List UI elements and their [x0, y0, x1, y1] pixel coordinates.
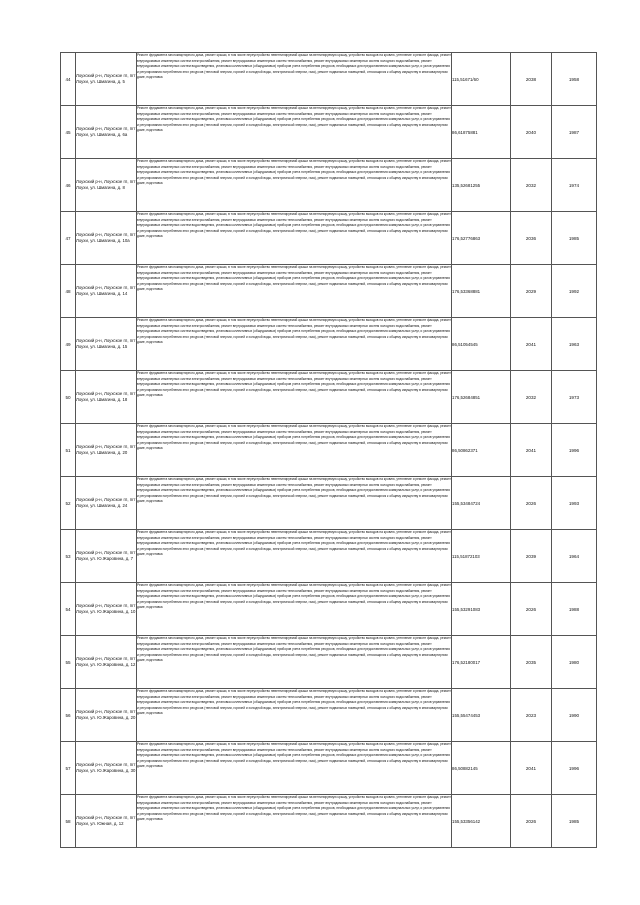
table-row	[61, 583, 597, 636]
row-number-cell: 45	[61, 106, 76, 159]
address-cell: Лоухский р-н, Лоухское гп, пгт Лоухи, ул. Ю.Жаровина, д. 10	[76, 583, 137, 636]
build-year-cell: 1990	[552, 689, 597, 742]
address-cell: Лоухский р-н, Лоухское гп, пгт Лоухи, ул. Шмагина, д. 20	[76, 424, 137, 477]
build-year-cell: 1958	[552, 53, 597, 106]
work-description-text: Ремонт фундамента многоквартирного дома, ремонт крыши, в том числе переустройство невентилируемой крыши на вентилируемую крышу, устройство выходов на кровлю, утепление и ремонт фасада, ремонт внутридомовых инженерных систем электроснабжения, ремонт внутридомовых инженерных систем теплоснабжения, ремонт внутридомовых инженерных систем холодного водоснабжения, ремонт внутридомовых инженерных систем водоотведения, установка коллективных (общедомовых) приборов учета потребления ресурсов, необходимых для предоставления коммунальных услуг, и узлов управления и регулирования потребления этих ресурсов (тепловой энергии, горячей и холодной воды, электрической энергии, газа), ремонт подвальных помещений, относящихся к общему имуществу в многоквартирном доме, подготовка	[137, 159, 451, 186]
work-description-cell	[137, 371, 452, 424]
address-cell: Лоухский р-н, Лоухское гп, пгт Лоухи, ул. Ю.Жаровина, д. 12	[76, 636, 137, 689]
work-description-text: Ремонт фундамента многоквартирного дома, ремонт крыши, в том числе переустройство невентилируемой крыши на вентилируемую крышу, устройство выходов на кровлю, утепление и ремонт фасада, ремонт внутридомовых инженерных систем электроснабжения, ремонт внутридомовых инженерных систем теплоснабжения, ремонт внутридомовых инженерных систем холодного водоснабжения, ремонт внутридомовых инженерных систем водоотведения, установка коллективных (общедомовых) приборов учета потребления ресурсов, необходимых для предоставления коммунальных услуг, и узлов управления и регулирования потребления этих ресурсов (тепловой энергии, горячей и холодной воды, электрической энергии, газа), ремонт подвальных помещений, относящихся к общему имуществу в многоквартирном доме, подготовка	[137, 424, 451, 451]
work-description-cell	[137, 265, 452, 318]
address-cell: Лоухский р-н, Лоухское гп, пгт Лоухи, ул. Южная, д. 12	[76, 795, 137, 848]
work-description-cell	[137, 212, 452, 265]
table-row	[61, 477, 597, 530]
row-number-cell: 57	[61, 742, 76, 795]
cost-cell: 86,61875881	[452, 106, 511, 159]
build-year-cell: 1988	[552, 583, 597, 636]
table-row	[61, 212, 597, 265]
row-number-cell: 53	[61, 530, 76, 583]
work-description-text: Ремонт фундамента многоквартирного дома, ремонт крыши, в том числе переустройство невентилируемой крыши на вентилируемую крышу, устройство выходов на кровлю, утепление и ремонт фасада, ремонт внутридомовых инженерных систем электроснабжения, ремонт внутридомовых инженерных систем теплоснабжения, ремонт внутридомовых инженерных систем холодного водоснабжения, ремонт внутридомовых инженерных систем водоотведения, установка коллективных (общедомовых) приборов учета потребления ресурсов, необходимых для предоставления коммунальных услуг, и узлов управления и регулирования потребления этих ресурсов (тепловой энергии, горячей и холодной воды, электрической энергии, газа), ремонт подвальных помещений, относящихся к общему имуществу в многоквартирном доме, подготовка	[137, 795, 451, 822]
cost-cell: 155,55474453	[452, 689, 511, 742]
work-description-cell	[137, 477, 452, 530]
work-description-text: Ремонт фундамента многоквартирного дома, ремонт крыши, в том числе переустройство невентилируемой крыши на вентилируемую крышу, устройство выходов на кровлю, утепление и ремонт фасада, ремонт внутридомовых инженерных систем электроснабжения, ремонт внутридомовых инженерных систем теплоснабжения, ремонт внутридомовых инженерных систем холодного водоснабжения, ремонт внутридомовых инженерных систем водоотведения, установка коллективных (общедомовых) приборов учета потребления ресурсов, необходимых для предоставления коммунальных услуг, и узлов управления и регулирования потребления этих ресурсов (тепловой энергии, горячей и холодной воды, электрической энергии, газа), ремонт подвальных помещений, относящихся к общему имуществу в многоквартирном доме, подготовка	[137, 583, 451, 610]
repair-year-cell: 2023	[511, 689, 552, 742]
build-year-cell: 1980	[552, 636, 597, 689]
cost-cell: 155,53356142	[452, 795, 511, 848]
repair-year-cell: 2029	[511, 265, 552, 318]
capital-repair-table	[60, 52, 597, 848]
table-row	[61, 318, 597, 371]
work-description-cell	[137, 106, 452, 159]
cost-cell: 135,52681255	[452, 159, 511, 212]
build-year-cell: 1973	[552, 371, 597, 424]
cost-cell: 115,51671/60	[452, 53, 511, 106]
build-year-cell: 1996	[552, 742, 597, 795]
table-row	[61, 530, 597, 583]
table-row	[61, 371, 597, 424]
cost-cell: 86,50862371	[452, 424, 511, 477]
work-description-text: Ремонт фундамента многоквартирного дома, ремонт крыши, в том числе переустройство невентилируемой крыши на вентилируемую крышу, устройство выходов на кровлю, утепление и ремонт фасада, ремонт внутридомовых инженерных систем электроснабжения, ремонт внутридомовых инженерных систем теплоснабжения, ремонт внутридомовых инженерных систем холодного водоснабжения, ремонт внутридомовых инженерных систем водоотведения, установка коллективных (общедомовых) приборов учета потребления ресурсов, необходимых для предоставления коммунальных услуг, и узлов управления и регулирования потребления этих ресурсов (тепловой энергии, горячей и холодной воды, электрической энергии, газа), ремонт подвальных помещений, относящихся к общему имуществу в многоквартирном доме, подготовка	[137, 106, 451, 133]
work-description-text: Ремонт фундамента многоквартирного дома, ремонт крыши, в том числе переустройство невентилируемой крыши на вентилируемую крышу, устройство выходов на кровлю, утепление и ремонт фасада, ремонт внутридомовых инженерных систем электроснабжения, ремонт внутридомовых инженерных систем теплоснабжения, ремонт внутридомовых инженерных систем холодного водоснабжения, ремонт внутридомовых инженерных систем водоотведения, установка коллективных (общедомовых) приборов учета потребления ресурсов, необходимых для предоставления коммунальных услуг, и узлов управления и регулирования потребления этих ресурсов (тепловой энергии, горячей и холодной воды, электрической энергии, газа), ремонт подвальных помещений, относящихся к общему имуществу в многоквартирном доме, подготовка	[137, 477, 451, 504]
cost-cell: 155,53484724	[452, 477, 511, 530]
table-row	[61, 53, 597, 106]
work-description-cell	[137, 689, 452, 742]
row-number-cell: 56	[61, 689, 76, 742]
repair-year-cell: 2026	[511, 477, 552, 530]
row-number-cell: 58	[61, 795, 76, 848]
work-description-text: Ремонт фундамента многоквартирного дома, ремонт крыши, в том числе переустройство невентилируемой крыши на вентилируемую крышу, устройство выходов на кровлю, утепление и ремонт фасада, ремонт внутридомовых инженерных систем электроснабжения, ремонт внутридомовых инженерных систем теплоснабжения, ремонт внутридомовых инженерных систем холодного водоснабжения, ремонт внутридомовых инженерных систем водоотведения, установка коллективных (общедомовых) приборов учета потребления ресурсов, необходимых для предоставления коммунальных услуг, и узлов управления и регулирования потребления этих ресурсов (тепловой энергии, горячей и холодной воды, электрической энергии, газа), ремонт подвальных помещений, относящихся к общему имуществу в многоквартирном доме, подготовка	[137, 742, 451, 769]
address-cell: Лоухский р-н, Лоухское гп, пгт Лоухи, ул. Шмагина, д. 5	[76, 53, 137, 106]
build-year-cell: 1964	[552, 530, 597, 583]
address-cell: Лоухский р-н, Лоухское гп, пгт Лоухи, ул. Ю.Жаровина, д. 7	[76, 530, 137, 583]
work-description-text: Ремонт фундамента многоквартирного дома, ремонт крыши, в том числе переустройство невентилируемой крыши на вентилируемую крышу, устройство выходов на кровлю, утепление и ремонт фасада, ремонт внутридомовых инженерных систем электроснабжения, ремонт внутридомовых инженерных систем теплоснабжения, ремонт внутридомовых инженерных систем холодного водоснабжения, ремонт внутридомовых инженерных систем водоотведения, установка коллективных (общедомовых) приборов учета потребления ресурсов, необходимых для предоставления коммунальных услуг, и узлов управления и регулирования потребления этих ресурсов (тепловой энергии, горячей и холодной воды, электрической энергии, газа), ремонт подвальных помещений, относящихся к общему имуществу в многоквартирном доме, подготовка	[137, 265, 451, 292]
work-description-text: Ремонт фундамента многоквартирного дома, ремонт крыши, в том числе переустройство невентилируемой крыши на вентилируемую крышу, устройство выходов на кровлю, утепление и ремонт фасада, ремонт внутридомовых инженерных систем электроснабжения, ремонт внутридомовых инженерных систем теплоснабжения, ремонт внутридомовых инженерных систем холодного водоснабжения, ремонт внутридомовых инженерных систем водоотведения, установка коллективных (общедомовых) приборов учета потребления ресурсов, необходимых для предоставления коммунальных услуг, и узлов управления и регулирования потребления этих ресурсов (тепловой энергии, горячей и холодной воды, электрической энергии, газа), ремонт подвальных помещений, относящихся к общему имуществу в многоквартирном доме, подготовка	[137, 530, 451, 557]
address-cell: Лоухский р-н, Лоухское гп, пгт Лоухи, ул. Шмагина, д. 24	[76, 477, 137, 530]
cost-cell: 86,50882145	[452, 742, 511, 795]
cost-cell: 86,51054545	[452, 318, 511, 371]
work-description-cell	[137, 583, 452, 636]
row-number-cell: 49	[61, 318, 76, 371]
work-description-cell	[137, 318, 452, 371]
work-description-text: Ремонт фундамента многоквартирного дома, ремонт крыши, в том числе переустройство невентилируемой крыши на вентилируемую крышу, устройство выходов на кровлю, утепление и ремонт фасада, ремонт внутридомовых инженерных систем электроснабжения, ремонт внутридомовых инженерных систем теплоснабжения, ремонт внутридомовых инженерных систем холодного водоснабжения, ремонт внутридомовых инженерных систем водоотведения, установка коллективных (общедомовых) приборов учета потребления ресурсов, необходимых для предоставления коммунальных услуг, и узлов управления и регулирования потребления этих ресурсов (тепловой энергии, горячей и холодной воды, электрической энергии, газа), ремонт подвальных помещений, относящихся к общему имуществу в многоквартирном доме, подготовка	[137, 371, 451, 398]
build-year-cell: 1985	[552, 795, 597, 848]
repair-year-cell: 2039	[511, 530, 552, 583]
work-description-cell	[137, 636, 452, 689]
build-year-cell: 1987	[552, 106, 597, 159]
address-cell: Лоухский р-н, Лоухское гп, пгт Лоухи, ул. Шмагина, д. 8	[76, 159, 137, 212]
row-number-cell: 46	[61, 159, 76, 212]
address-cell: Лоухский р-н, Лоухское гп, пгт Лоухи, ул. Ю.Жаровина, д. 20	[76, 689, 137, 742]
address-cell: Лоухский р-н, Лоухское гп, пгт Лоухи, ул. Шмагина, д. 10а	[76, 212, 137, 265]
build-year-cell: 1996	[552, 424, 597, 477]
cost-cell: 115,51872103	[452, 530, 511, 583]
work-description-cell	[137, 53, 452, 106]
build-year-cell: 1993	[552, 477, 597, 530]
row-number-cell: 54	[61, 583, 76, 636]
row-number-cell: 52	[61, 477, 76, 530]
work-description-cell	[137, 742, 452, 795]
repair-year-cell: 2035	[511, 636, 552, 689]
repair-year-cell: 2041	[511, 318, 552, 371]
row-number-cell: 51	[61, 424, 76, 477]
repair-year-cell: 2032	[511, 371, 552, 424]
work-description-text: Ремонт фундамента многоквартирного дома, ремонт крыши, в том числе переустройство невентилируемой крыши на вентилируемую крышу, устройство выходов на кровлю, утепление и ремонт фасада, ремонт внутридомовых инженерных систем электроснабжения, ремонт внутридомовых инженерных систем теплоснабжения, ремонт внутридомовых инженерных систем холодного водоснабжения, ремонт внутридомовых инженерных систем водоотведения, установка коллективных (общедомовых) приборов учета потребления ресурсов, необходимых для предоставления коммунальных услуг, и узлов управления и регулирования потребления этих ресурсов (тепловой энергии, горячей и холодной воды, электрической энергии, газа), ремонт подвальных помещений, относящихся к общему имуществу в многоквартирном доме, подготовка	[137, 212, 451, 239]
table-body	[61, 53, 597, 848]
build-year-cell: 1985	[552, 212, 597, 265]
table-row	[61, 159, 597, 212]
row-number-cell: 50	[61, 371, 76, 424]
repair-year-cell: 2041	[511, 742, 552, 795]
repair-year-cell: 2032	[511, 159, 552, 212]
work-description-cell	[137, 530, 452, 583]
repair-year-cell: 2026	[511, 795, 552, 848]
build-year-cell: 1992	[552, 265, 597, 318]
cost-cell: 155,53291083	[452, 583, 511, 636]
work-description-cell	[137, 424, 452, 477]
work-description-text: Ремонт фундамента многоквартирного дома, ремонт крыши, в том числе переустройство невентилируемой крыши на вентилируемую крышу, устройство выходов на кровлю, утепление и ремонт фасада, ремонт внутридомовых инженерных систем электроснабжения, ремонт внутридомовых инженерных систем теплоснабжения, ремонт внутридомовых инженерных систем холодного водоснабжения, ремонт внутридомовых инженерных систем водоотведения, установка коллективных (общедомовых) приборов учета потребления ресурсов, необходимых для предоставления коммунальных услуг, и узлов управления и регулирования потребления этих ресурсов (тепловой энергии, горячей и холодной воды, электрической энергии, газа), ремонт подвальных помещений, относящихся к общему имуществу в многоквартирном доме, подготовка	[137, 53, 451, 80]
table-row	[61, 424, 597, 477]
table-row	[61, 636, 597, 689]
cost-cell: 176,52776863	[452, 212, 511, 265]
cost-cell: 176,52684851	[452, 371, 511, 424]
address-cell: Лоухский р-н, Лоухское гп, пгт Лоухи, ул. Шмагина, д. 14	[76, 265, 137, 318]
cost-cell: 176,53368881	[452, 265, 511, 318]
repair-year-cell: 2026	[511, 583, 552, 636]
work-description-cell	[137, 159, 452, 212]
address-cell: Лоухский р-н, Лоухское гп, пгт Лоухи, ул. Шмагина, д. 18	[76, 371, 137, 424]
address-cell: Лоухский р-н, Лоухское гп, пгт Лоухи, ул. Ю.Жаровина, д. 30	[76, 742, 137, 795]
table-row	[61, 689, 597, 742]
work-description-cell	[137, 795, 452, 848]
address-cell: Лоухский р-н, Лоухское гп, пгт Лоухи, ул. Шмагина, д. 15	[76, 318, 137, 371]
row-number-cell: 44	[61, 53, 76, 106]
work-description-text: Ремонт фундамента многоквартирного дома, ремонт крыши, в том числе переустройство невентилируемой крыши на вентилируемую крышу, устройство выходов на кровлю, утепление и ремонт фасада, ремонт внутридомовых инженерных систем электроснабжения, ремонт внутридомовых инженерных систем теплоснабжения, ремонт внутридомовых инженерных систем холодного водоснабжения, ремонт внутридомовых инженерных систем водоотведения, установка коллективных (общедомовых) приборов учета потребления ресурсов, необходимых для предоставления коммунальных услуг, и узлов управления и регулирования потребления этих ресурсов (тепловой энергии, горячей и холодной воды, электрической энергии, газа), ремонт подвальных помещений, относящихся к общему имуществу в многоквартирном доме, подготовка	[137, 318, 451, 345]
table-row	[61, 265, 597, 318]
row-number-cell: 47	[61, 212, 76, 265]
table-row	[61, 742, 597, 795]
repair-year-cell: 2041	[511, 424, 552, 477]
address-cell: Лоухский р-н, Лоухское гп, пгт Лоухи, ул. Шмагина, д. 6а	[76, 106, 137, 159]
row-number-cell: 55	[61, 636, 76, 689]
repair-year-cell: 2036	[511, 212, 552, 265]
repair-year-cell: 2038	[511, 53, 552, 106]
work-description-text: Ремонт фундамента многоквартирного дома, ремонт крыши, в том числе переустройство невентилируемой крыши на вентилируемую крышу, устройство выходов на кровлю, утепление и ремонт фасада, ремонт внутридомовых инженерных систем электроснабжения, ремонт внутридомовых инженерных систем теплоснабжения, ремонт внутридомовых инженерных систем холодного водоснабжения, ремонт внутридомовых инженерных систем водоотведения, установка коллективных (общедомовых) приборов учета потребления ресурсов, необходимых для предоставления коммунальных услуг, и узлов управления и регулирования потребления этих ресурсов (тепловой энергии, горячей и холодной воды, электрической энергии, газа), ремонт подвальных помещений, относящихся к общему имуществу в многоквартирном доме, подготовка	[137, 689, 451, 716]
table-row	[61, 106, 597, 159]
work-description-text: Ремонт фундамента многоквартирного дома, ремонт крыши, в том числе переустройство невентилируемой крыши на вентилируемую крышу, устройство выходов на кровлю, утепление и ремонт фасада, ремонт внутридомовых инженерных систем электроснабжения, ремонт внутридомовых инженерных систем теплоснабжения, ремонт внутридомовых инженерных систем холодного водоснабжения, ремонт внутридомовых инженерных систем водоотведения, установка коллективных (общедомовых) приборов учета потребления ресурсов, необходимых для предоставления коммунальных услуг, и узлов управления и регулирования потребления этих ресурсов (тепловой энергии, горячей и холодной воды, электрической энергии, газа), ремонт подвальных помещений, относящихся к общему имуществу в многоквартирном доме, подготовка	[137, 636, 451, 663]
table-row	[61, 795, 597, 848]
repair-year-cell: 2040	[511, 106, 552, 159]
row-number-cell: 48	[61, 265, 76, 318]
build-year-cell: 1974	[552, 159, 597, 212]
cost-cell: 176,52180017	[452, 636, 511, 689]
build-year-cell: 1963	[552, 318, 597, 371]
